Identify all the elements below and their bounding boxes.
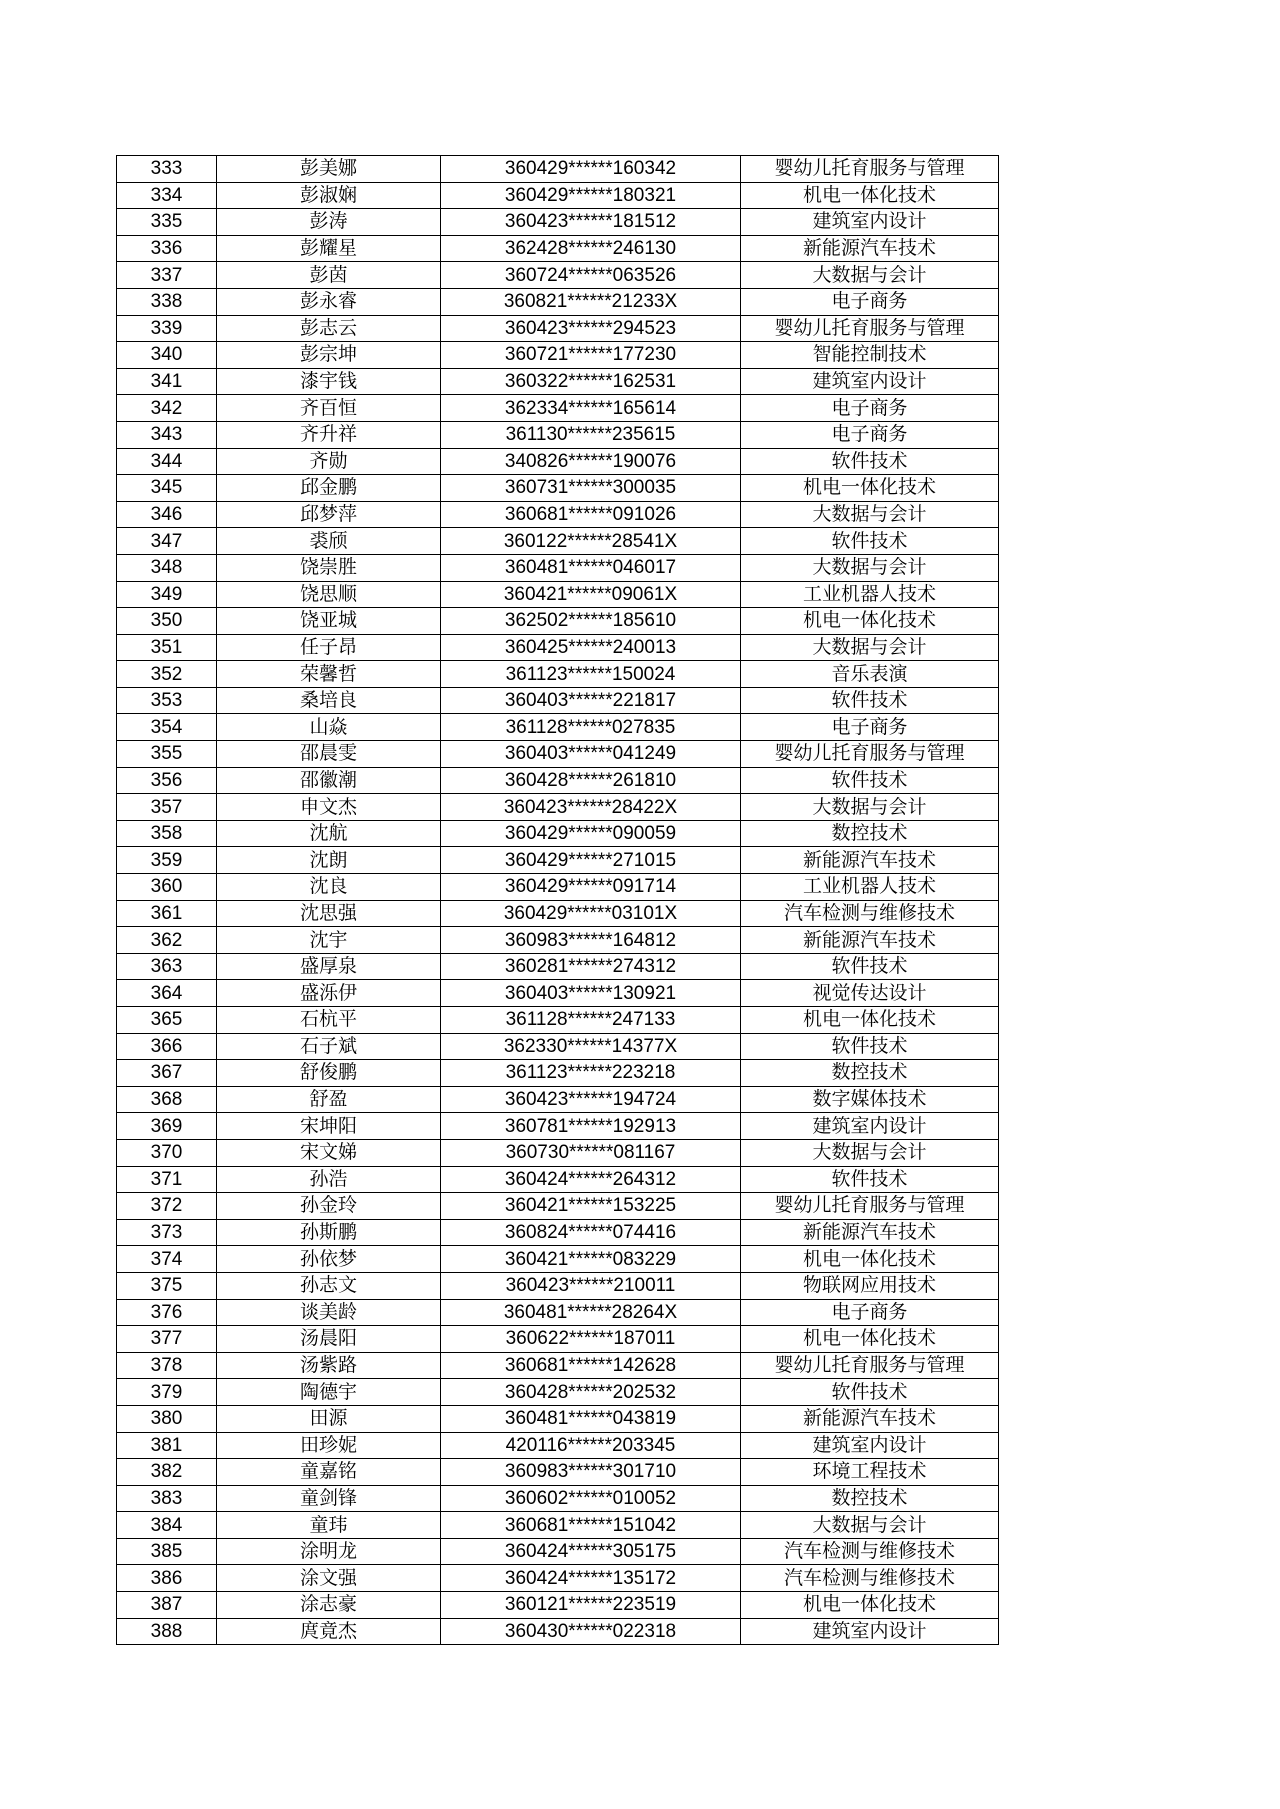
table-row [117, 421, 999, 448]
major-cell: 大数据与会计 [741, 794, 999, 821]
student-name-cell: 田源 [217, 1405, 441, 1432]
student-name-cell: 童嘉铭 [217, 1459, 441, 1486]
major-cell: 建筑室内设计 [741, 368, 999, 395]
id-number-cell: 360424******264312 [441, 1166, 741, 1193]
student-name-cell: 舒盈 [217, 1086, 441, 1113]
row-number-cell: 345 [117, 475, 217, 502]
major-cell: 机电一体化技术 [741, 1007, 999, 1034]
table-row [117, 953, 999, 980]
row-number-cell: 387 [117, 1592, 217, 1619]
student-name-cell: 邱金鹏 [217, 475, 441, 502]
row-number-cell: 344 [117, 448, 217, 475]
id-number-cell: 360423******181512 [441, 209, 741, 236]
table-row [117, 1219, 999, 1246]
table-row [117, 1166, 999, 1193]
major-cell: 数控技术 [741, 1060, 999, 1087]
major-cell: 汽车检测与维修技术 [741, 1565, 999, 1592]
row-number-cell: 340 [117, 342, 217, 369]
row-number-cell: 353 [117, 687, 217, 714]
id-number-cell: 360721******177230 [441, 342, 741, 369]
row-number-cell: 369 [117, 1113, 217, 1140]
major-cell: 婴幼儿托育服务与管理 [741, 741, 999, 768]
table-row [117, 687, 999, 714]
id-number-cell: 360424******135172 [441, 1565, 741, 1592]
id-number-cell: 360481******043819 [441, 1405, 741, 1432]
student-name-cell: 彭茵 [217, 262, 441, 289]
table-row [117, 1113, 999, 1140]
id-number-cell: 361130******235615 [441, 421, 741, 448]
row-number-cell: 384 [117, 1512, 217, 1539]
row-number-cell: 363 [117, 953, 217, 980]
major-cell: 大数据与会计 [741, 554, 999, 581]
major-cell: 软件技术 [741, 528, 999, 555]
row-number-cell: 365 [117, 1007, 217, 1034]
student-name-cell: 涂文强 [217, 1565, 441, 1592]
id-number-cell: 360424******305175 [441, 1538, 741, 1565]
id-number-cell: 360281******274312 [441, 953, 741, 980]
major-cell: 新能源汽车技术 [741, 1219, 999, 1246]
row-number-cell: 333 [117, 156, 217, 183]
id-number-cell: 360430******022318 [441, 1618, 741, 1645]
id-number-cell: 360781******192913 [441, 1113, 741, 1140]
student-name-cell: 陶德宇 [217, 1379, 441, 1406]
row-number-cell: 337 [117, 262, 217, 289]
student-name-cell: 舒俊鹏 [217, 1060, 441, 1087]
student-name-cell: 漆宇钱 [217, 368, 441, 395]
major-cell: 电子商务 [741, 288, 999, 315]
table-row [117, 1086, 999, 1113]
id-number-cell: 360602******010052 [441, 1485, 741, 1512]
major-cell: 视觉传达设计 [741, 980, 999, 1007]
row-number-cell: 364 [117, 980, 217, 1007]
table-row [117, 501, 999, 528]
id-number-cell: 360681******142628 [441, 1352, 741, 1379]
table-row [117, 156, 999, 183]
student-name-cell: 盛厚泉 [217, 953, 441, 980]
id-number-cell: 360730******081167 [441, 1139, 741, 1166]
row-number-cell: 354 [117, 714, 217, 741]
student-name-cell: 彭志云 [217, 315, 441, 342]
row-number-cell: 336 [117, 235, 217, 262]
row-number-cell: 380 [117, 1405, 217, 1432]
row-number-cell: 388 [117, 1618, 217, 1645]
table-row [117, 288, 999, 315]
row-number-cell: 349 [117, 581, 217, 608]
table-row [117, 395, 999, 422]
table-row [117, 794, 999, 821]
row-number-cell: 372 [117, 1193, 217, 1220]
id-number-cell: 360322******162531 [441, 368, 741, 395]
major-cell: 电子商务 [741, 395, 999, 422]
table-row [117, 182, 999, 209]
id-number-cell: 360429******03101X [441, 900, 741, 927]
major-cell: 大数据与会计 [741, 1139, 999, 1166]
student-name-cell: 盛泺伊 [217, 980, 441, 1007]
id-number-cell: 360403******041249 [441, 741, 741, 768]
major-cell: 软件技术 [741, 687, 999, 714]
row-number-cell: 359 [117, 847, 217, 874]
major-cell: 工业机器人技术 [741, 581, 999, 608]
student-name-cell: 沈良 [217, 874, 441, 901]
id-number-cell: 362330******14377X [441, 1033, 741, 1060]
id-number-cell: 340826******190076 [441, 448, 741, 475]
student-name-cell: 邵徽潮 [217, 767, 441, 794]
student-name-cell: 谈美龄 [217, 1299, 441, 1326]
row-number-cell: 358 [117, 820, 217, 847]
major-cell: 建筑室内设计 [741, 1432, 999, 1459]
id-number-cell: 360429******090059 [441, 820, 741, 847]
major-cell: 电子商务 [741, 1299, 999, 1326]
student-name-cell: 孙斯鹏 [217, 1219, 441, 1246]
row-number-cell: 342 [117, 395, 217, 422]
row-number-cell: 360 [117, 874, 217, 901]
student-name-cell: 沈思强 [217, 900, 441, 927]
row-number-cell: 382 [117, 1459, 217, 1486]
major-cell: 软件技术 [741, 448, 999, 475]
id-number-cell: 360423******210011 [441, 1272, 741, 1299]
student-name-cell: 宋坤阳 [217, 1113, 441, 1140]
major-cell: 软件技术 [741, 1033, 999, 1060]
major-cell: 机电一体化技术 [741, 475, 999, 502]
student-name-cell: 童玮 [217, 1512, 441, 1539]
major-cell: 电子商务 [741, 421, 999, 448]
student-name-cell: 饶思顺 [217, 581, 441, 608]
major-cell: 数控技术 [741, 1485, 999, 1512]
id-number-cell: 360121******223519 [441, 1592, 741, 1619]
student-name-cell: 齐升祥 [217, 421, 441, 448]
id-number-cell: 360724******063526 [441, 262, 741, 289]
student-name-cell: 涂明龙 [217, 1538, 441, 1565]
id-number-cell: 360403******221817 [441, 687, 741, 714]
table-row [117, 581, 999, 608]
id-number-cell: 360421******153225 [441, 1193, 741, 1220]
major-cell: 环境工程技术 [741, 1459, 999, 1486]
table-row [117, 767, 999, 794]
student-name-cell: 齐百恒 [217, 395, 441, 422]
id-number-cell: 362502******185610 [441, 608, 741, 635]
table-row [117, 1618, 999, 1645]
id-number-cell: 360824******074416 [441, 1219, 741, 1246]
row-number-cell: 348 [117, 554, 217, 581]
table-row [117, 661, 999, 688]
student-name-cell: 汤晨阳 [217, 1326, 441, 1353]
student-name-cell: 孙志文 [217, 1272, 441, 1299]
table-row [117, 1299, 999, 1326]
id-number-cell: 360983******301710 [441, 1459, 741, 1486]
row-number-cell: 338 [117, 288, 217, 315]
id-number-cell: 362428******246130 [441, 235, 741, 262]
table-row [117, 528, 999, 555]
id-number-cell: 360423******28422X [441, 794, 741, 821]
id-number-cell: 360421******083229 [441, 1246, 741, 1273]
major-cell: 数控技术 [741, 820, 999, 847]
row-number-cell: 339 [117, 315, 217, 342]
id-number-cell: 361128******027835 [441, 714, 741, 741]
table-row [117, 1007, 999, 1034]
student-name-cell: 孙金玲 [217, 1193, 441, 1220]
id-number-cell: 360423******294523 [441, 315, 741, 342]
id-number-cell: 360429******091714 [441, 874, 741, 901]
student-name-cell: 桑培良 [217, 687, 441, 714]
row-number-cell: 378 [117, 1352, 217, 1379]
student-name-cell: 邵晨雯 [217, 741, 441, 768]
table-row [117, 235, 999, 262]
table-row [117, 475, 999, 502]
row-number-cell: 377 [117, 1326, 217, 1353]
row-number-cell: 343 [117, 421, 217, 448]
student-name-cell: 饶亚城 [217, 608, 441, 635]
table-row [117, 368, 999, 395]
id-number-cell: 360429******271015 [441, 847, 741, 874]
major-cell: 新能源汽车技术 [741, 1405, 999, 1432]
id-number-cell: 360481******046017 [441, 554, 741, 581]
table-row [117, 874, 999, 901]
table-row [117, 1193, 999, 1220]
major-cell: 软件技术 [741, 1166, 999, 1193]
student-name-cell: 任子昂 [217, 634, 441, 661]
row-number-cell: 341 [117, 368, 217, 395]
student-name-cell: 邱梦萍 [217, 501, 441, 528]
id-number-cell: 360425******240013 [441, 634, 741, 661]
table-row [117, 608, 999, 635]
table-row [117, 741, 999, 768]
table-row [117, 634, 999, 661]
row-number-cell: 370 [117, 1139, 217, 1166]
table-row [117, 1405, 999, 1432]
major-cell: 电子商务 [741, 714, 999, 741]
table-row [117, 1592, 999, 1619]
student-name-cell: 涂志豪 [217, 1592, 441, 1619]
row-number-cell: 334 [117, 182, 217, 209]
row-number-cell: 361 [117, 900, 217, 927]
major-cell: 婴幼儿托育服务与管理 [741, 156, 999, 183]
id-number-cell: 360428******202532 [441, 1379, 741, 1406]
id-number-cell: 360622******187011 [441, 1326, 741, 1353]
major-cell: 建筑室内设计 [741, 1618, 999, 1645]
table-row [117, 820, 999, 847]
row-number-cell: 367 [117, 1060, 217, 1087]
table-row [117, 1512, 999, 1539]
student-name-cell: 彭美娜 [217, 156, 441, 183]
table-row [117, 1459, 999, 1486]
student-name-cell: 孙依梦 [217, 1246, 441, 1273]
major-cell: 机电一体化技术 [741, 1326, 999, 1353]
table-row [117, 262, 999, 289]
row-number-cell: 362 [117, 927, 217, 954]
table-row [117, 315, 999, 342]
student-name-cell: 山焱 [217, 714, 441, 741]
id-number-cell: 361123******150024 [441, 661, 741, 688]
student-name-cell: 庹竟杰 [217, 1618, 441, 1645]
student-name-cell: 彭耀星 [217, 235, 441, 262]
major-cell: 大数据与会计 [741, 262, 999, 289]
row-number-cell: 355 [117, 741, 217, 768]
student-list-table [116, 155, 999, 1645]
table-row [117, 980, 999, 1007]
student-name-cell: 齐勋 [217, 448, 441, 475]
table-row [117, 847, 999, 874]
major-cell: 汽车检测与维修技术 [741, 1538, 999, 1565]
major-cell: 智能控制技术 [741, 342, 999, 369]
id-number-cell: 360681******151042 [441, 1512, 741, 1539]
major-cell: 汽车检测与维修技术 [741, 900, 999, 927]
row-number-cell: 366 [117, 1033, 217, 1060]
major-cell: 婴幼儿托育服务与管理 [741, 315, 999, 342]
student-name-cell: 荣馨哲 [217, 661, 441, 688]
row-number-cell: 385 [117, 1538, 217, 1565]
row-number-cell: 347 [117, 528, 217, 555]
row-number-cell: 386 [117, 1565, 217, 1592]
row-number-cell: 371 [117, 1166, 217, 1193]
id-number-cell: 360821******21233X [441, 288, 741, 315]
student-name-cell: 石子斌 [217, 1033, 441, 1060]
table-row [117, 1379, 999, 1406]
student-name-cell: 沈航 [217, 820, 441, 847]
table-row [117, 927, 999, 954]
major-cell: 大数据与会计 [741, 501, 999, 528]
major-cell: 软件技术 [741, 767, 999, 794]
table-row [117, 1246, 999, 1273]
major-cell: 大数据与会计 [741, 1512, 999, 1539]
major-cell: 机电一体化技术 [741, 1592, 999, 1619]
table-body [117, 156, 999, 1645]
row-number-cell: 376 [117, 1299, 217, 1326]
major-cell: 数字媒体技术 [741, 1086, 999, 1113]
student-name-cell: 申文杰 [217, 794, 441, 821]
row-number-cell: 381 [117, 1432, 217, 1459]
major-cell: 音乐表演 [741, 661, 999, 688]
student-name-cell: 沈朗 [217, 847, 441, 874]
row-number-cell: 379 [117, 1379, 217, 1406]
table-row [117, 1565, 999, 1592]
table-row [117, 714, 999, 741]
id-number-cell: 360429******160342 [441, 156, 741, 183]
student-name-cell: 彭涛 [217, 209, 441, 236]
major-cell: 建筑室内设计 [741, 209, 999, 236]
row-number-cell: 335 [117, 209, 217, 236]
table-row [117, 900, 999, 927]
table-row [117, 448, 999, 475]
table-row [117, 1326, 999, 1353]
id-number-cell: 360983******164812 [441, 927, 741, 954]
table-row [117, 1352, 999, 1379]
student-name-cell: 孙浩 [217, 1166, 441, 1193]
id-number-cell: 362334******165614 [441, 395, 741, 422]
major-cell: 婴幼儿托育服务与管理 [741, 1352, 999, 1379]
student-name-cell: 汤紫路 [217, 1352, 441, 1379]
student-name-cell: 沈宇 [217, 927, 441, 954]
id-number-cell: 360681******091026 [441, 501, 741, 528]
id-number-cell: 360731******300035 [441, 475, 741, 502]
table-row [117, 1033, 999, 1060]
major-cell: 机电一体化技术 [741, 182, 999, 209]
row-number-cell: 356 [117, 767, 217, 794]
row-number-cell: 374 [117, 1246, 217, 1273]
id-number-cell: 360429******180321 [441, 182, 741, 209]
table-row [117, 342, 999, 369]
major-cell: 新能源汽车技术 [741, 847, 999, 874]
row-number-cell: 346 [117, 501, 217, 528]
major-cell: 软件技术 [741, 953, 999, 980]
student-name-cell: 童剑锋 [217, 1485, 441, 1512]
table-row [117, 554, 999, 581]
student-name-cell: 彭宗坤 [217, 342, 441, 369]
id-number-cell: 360403******130921 [441, 980, 741, 1007]
student-name-cell: 饶崇胜 [217, 554, 441, 581]
table-row [117, 1060, 999, 1087]
major-cell: 新能源汽车技术 [741, 927, 999, 954]
major-cell: 大数据与会计 [741, 634, 999, 661]
table-row [117, 209, 999, 236]
major-cell: 机电一体化技术 [741, 1246, 999, 1273]
student-name-cell: 田珍妮 [217, 1432, 441, 1459]
row-number-cell: 373 [117, 1219, 217, 1246]
row-number-cell: 350 [117, 608, 217, 635]
table-row [117, 1272, 999, 1299]
id-number-cell: 361123******223218 [441, 1060, 741, 1087]
id-number-cell: 360122******28541X [441, 528, 741, 555]
student-name-cell: 彭淑娴 [217, 182, 441, 209]
row-number-cell: 368 [117, 1086, 217, 1113]
id-number-cell: 360428******261810 [441, 767, 741, 794]
id-number-cell: 420116******203345 [441, 1432, 741, 1459]
row-number-cell: 383 [117, 1485, 217, 1512]
major-cell: 婴幼儿托育服务与管理 [741, 1193, 999, 1220]
major-cell: 软件技术 [741, 1379, 999, 1406]
student-name-cell: 裘颀 [217, 528, 441, 555]
row-number-cell: 351 [117, 634, 217, 661]
row-number-cell: 357 [117, 794, 217, 821]
major-cell: 新能源汽车技术 [741, 235, 999, 262]
major-cell: 工业机器人技术 [741, 874, 999, 901]
id-number-cell: 360423******194724 [441, 1086, 741, 1113]
row-number-cell: 375 [117, 1272, 217, 1299]
student-name-cell: 石杭平 [217, 1007, 441, 1034]
row-number-cell: 352 [117, 661, 217, 688]
major-cell: 物联网应用技术 [741, 1272, 999, 1299]
id-number-cell: 361128******247133 [441, 1007, 741, 1034]
table-row [117, 1432, 999, 1459]
id-number-cell: 360481******28264X [441, 1299, 741, 1326]
table-row [117, 1139, 999, 1166]
table-row [117, 1485, 999, 1512]
student-name-cell: 彭永睿 [217, 288, 441, 315]
table-row [117, 1538, 999, 1565]
major-cell: 建筑室内设计 [741, 1113, 999, 1140]
student-name-cell: 宋文娣 [217, 1139, 441, 1166]
id-number-cell: 360421******09061X [441, 581, 741, 608]
major-cell: 机电一体化技术 [741, 608, 999, 635]
